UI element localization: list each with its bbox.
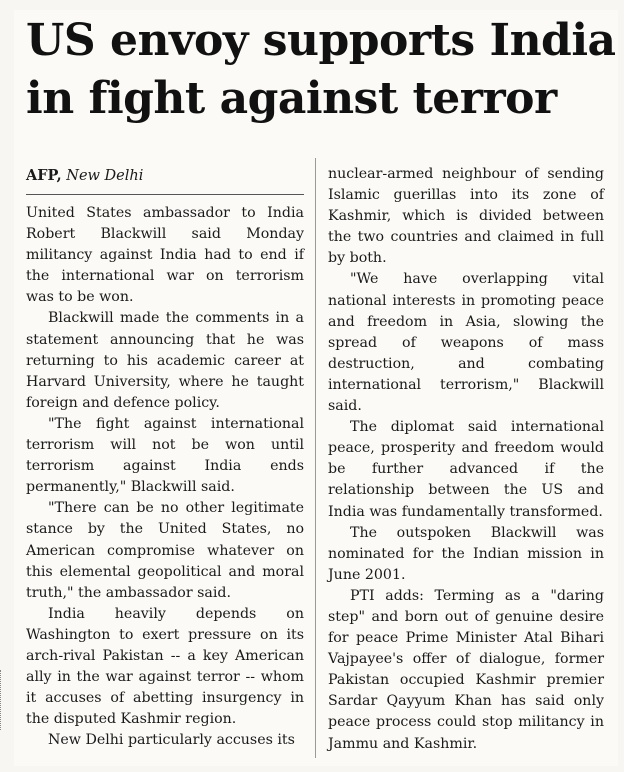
left-column (26, 166, 304, 751)
paragraph: "There can be no other legitimate stance by the United States, no American compromise whatever on this elemental geopolitical and moral truth," the ambassador said. (26, 500, 304, 601)
byline-agency: AFP, (26, 167, 62, 184)
headline-line-1: US envoy supports India (26, 15, 616, 66)
paragraph: "The fight against international terrorism will not be won until terrorism against India ends permanently," Blackwill said. (26, 415, 304, 496)
news-clipping (14, 10, 618, 766)
paragraph: Blackwill made the comments in a statement announcing that he was returning to his academic career at Harvard University, where he taught foreign and defence policy. (26, 310, 304, 411)
paragraph: New Delhi particularly accuses its (48, 732, 295, 749)
byline-place: New Delhi (66, 168, 144, 184)
right-column (328, 164, 604, 755)
column-divider (315, 158, 316, 758)
paragraph: India heavily depends on Washington to exert pressure on its arch-rival Pakistan -- a key American ally in the war against terror -- whom it accuses of abetting insurgency in the disputed Kashmir region. (26, 605, 304, 728)
byline (26, 166, 304, 195)
paragraph: nuclear-armed neighbour of sending Islamic guerillas into its zone of Kashmir, which is divided between the two countries and claimed in full by both. (328, 166, 604, 267)
headline (26, 12, 616, 128)
paragraph: United States ambassador to India Robert Blackwill said Monday militancy against India had to end if the international war on terrorism was to be won. (26, 205, 304, 306)
headline-line-2: in fight against terror (26, 73, 557, 124)
paragraph: "We have overlapping vital national interests in promoting peace and freedom in Asia, slowing the spread of weapons of mass destruction, and combating international terrorism," Blackwill said. (328, 271, 604, 415)
paragraph: PTI adds: Terming as a "daring step" and born out of genuine desire for peace Prime Minister Atal Bihari Vajpayee's offer of dialogue, former Pakistan occupied Kashmir premier Sardar Qayyum Khan has said only peace process could stop militancy in Jammu and Kashmir. (328, 587, 604, 752)
paragraph: The diplomat said international peace, prosperity and freedom would be further advanced if the relationship between the US and India was fundamentally transformed. (328, 419, 604, 520)
paragraph: The outspoken Blackwill was nominated for the Indian mission in June 2001. (328, 524, 604, 583)
